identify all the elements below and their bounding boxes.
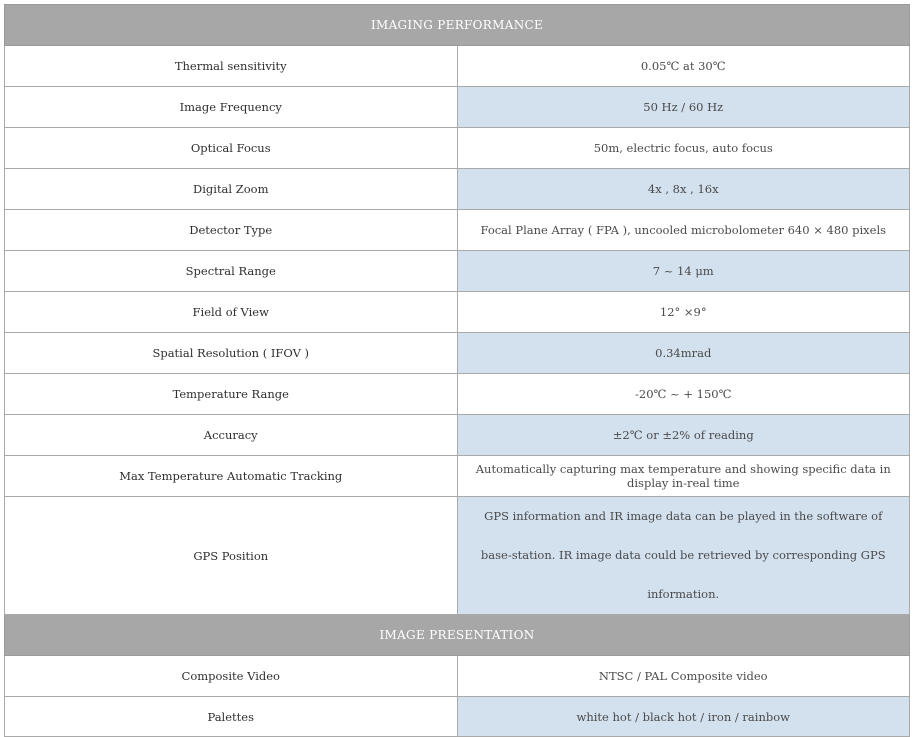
- spec-label: Thermal sensitivity: [5, 46, 458, 87]
- section-header-imaging-performance: [5, 5, 910, 46]
- spec-value: 50m, electric focus, auto focus: [457, 128, 910, 169]
- spec-value: 50 Hz / 60 Hz: [457, 87, 910, 128]
- section-header-image-presentation: [5, 615, 910, 656]
- table-row: [5, 656, 910, 697]
- table-row: [5, 46, 910, 87]
- spec-label: Spectral Range: [5, 251, 458, 292]
- spec-label: Temperature Range: [5, 374, 458, 415]
- spec-value: -20℃ ~ + 150℃: [457, 374, 910, 415]
- table-row: [5, 497, 910, 615]
- table-row: [5, 210, 910, 251]
- table-row: [5, 697, 910, 737]
- table-row: [5, 374, 910, 415]
- spec-label: Field of View: [5, 292, 458, 333]
- spec-sheet: [4, 4, 910, 737]
- spec-label: Accuracy: [5, 415, 458, 456]
- spec-value: NTSC / PAL Composite video: [457, 656, 910, 697]
- table-row: [5, 128, 910, 169]
- spec-value: 7 ~ 14 μm: [457, 251, 910, 292]
- table-row: [5, 169, 910, 210]
- spec-table: [4, 4, 910, 737]
- spec-label: GPS Position: [5, 497, 458, 615]
- table-row: [5, 87, 910, 128]
- table-row: [5, 333, 910, 374]
- spec-value: 0.05℃ at 30℃: [457, 46, 910, 87]
- spec-value: GPS information and IR image data can be played in the software of base-station. IR image data could be retrieved by corresponding GPS information.: [457, 497, 910, 615]
- spec-label: Digital Zoom: [5, 169, 458, 210]
- spec-label: Image Frequency: [5, 87, 458, 128]
- spec-value: 4x , 8x , 16x: [457, 169, 910, 210]
- spec-label: Spatial Resolution ( IFOV ): [5, 333, 458, 374]
- spec-value: Automatically capturing max temperature and showing specific data in display in-real time: [457, 456, 910, 497]
- table-row: [5, 415, 910, 456]
- section-title: IMAGING PERFORMANCE: [5, 5, 910, 46]
- spec-label: Palettes: [5, 697, 458, 737]
- table-row: [5, 456, 910, 497]
- spec-value: 12° ×9°: [457, 292, 910, 333]
- spec-value: 0.34mrad: [457, 333, 910, 374]
- spec-value: ±2℃ or ±2% of reading: [457, 415, 910, 456]
- table-row: [5, 292, 910, 333]
- spec-value: Focal Plane Array ( FPA ), uncooled microbolometer 640 × 480 pixels: [457, 210, 910, 251]
- spec-label: Composite Video: [5, 656, 458, 697]
- spec-label: Max Temperature Automatic Tracking: [5, 456, 458, 497]
- section-title: IMAGE PRESENTATION: [5, 615, 910, 656]
- spec-label: Optical Focus: [5, 128, 458, 169]
- spec-value: white hot / black hot / iron / rainbow: [457, 697, 910, 737]
- table-row: [5, 251, 910, 292]
- spec-label: Detector Type: [5, 210, 458, 251]
